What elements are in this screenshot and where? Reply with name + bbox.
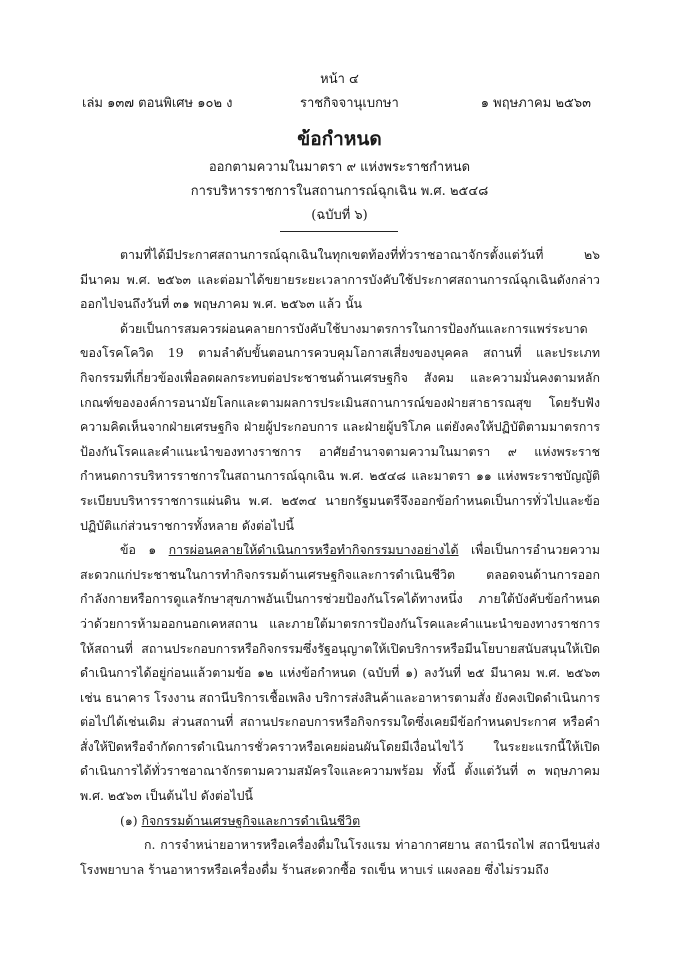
subsection-1-heading: กิจกรรมด้านเศรษฐกิจและการดำเนินชีวิต (141, 812, 361, 828)
title-divider (280, 231, 398, 232)
gazette-name: ราชกิจจานุเบกษา (300, 96, 399, 111)
clause-1-number: ข้อ ๑ (120, 542, 157, 558)
item-a: ก. การจำหน่ายอาหารหรือเครื่องดื่มในโรงแรม ท่าอากาศยาน สถานีรถไฟ สถานีขนส่ง โรงพยาบาล ร้านอาหารหรือเครื่องดื่ม ร้านสะดวกซื้อ รถเข็น หาบเร่ แผงลอย ซึ่งไม่รวมถึง (80, 837, 600, 877)
document-subtitle-1: ออกตามความในมาตรา ๙ แห่งพระราชกำหนด (208, 160, 471, 175)
gazette-date: ๑ พฤษภาคม ๒๕๖๓ (480, 96, 591, 111)
paragraph-2: ด้วยเป็นการสมควรผ่อนคลายการบังคับใช้บางมาตรการในการป้องกันและการแพร่ระบาดของโรคโควิด 19 ตามลำดับขั้นตอนการควบคุมโอกาสเสี่ยงของบุคคล สถานที่ และประเภทกิจกรรมที่เกี่ยวข้องเพื่อลดผลกระทบต่อประชาชนด้านเศรษฐกิจ สังคม และความมั่นคงตามหลักเกณฑ์ขององค์การอนามัยโลกและตามผลการประเมินสถานการณ์ของฝ่ายสาธารณสุข โดยรับฟังความคิดเห็นจากฝ่ายเศรษฐกิจ ฝ่ายผู้ประกอบการ และฝ่ายผู้บริโภค แต่ยังคงให้ปฏิบัติตามมาตรการป้องกันโรคและคำแนะนำของทางราชการ อาศัยอำนาจตามความในมาตรา ๙ แห่งพระราชกำหนดการบริหารราชการในสถานการณ์ฉุกเฉิน พ.ศ. ๒๕๔๘ และมาตรา ๑๑ แห่งพระราชบัญญัติระเบียบบริหารราชการแผ่นดิน พ.ศ. ๒๕๓๔ นายกรัฐมนตรีจึงออกข้อกำหนดเป็นการทั่วไปและข้อปฏิบัติแก่ส่วนราชการทั้งหลาย ดังต่อไปนี้ (80, 320, 600, 533)
paragraph-1: ตามที่ได้มีประกาศสถานการณ์ฉุกเฉินในทุกเขตท้องที่ทั่วราชอาณาจักรตั้งแต่วันที่ ๒๖ มีนาคม พ.ศ. ๒๕๖๓ และต่อมาได้ขยายระยะเวลาการบังคับใช้ประกาศสถานการณ์ฉุกเฉินดังกล่าวออกไปจนถึงวันที่ ๓๑ พฤษภาคม พ.ศ. ๒๕๖๓ แล้ว นั้น (80, 247, 600, 312)
page-number: หน้า ๔ (320, 72, 359, 87)
document-body (80, 243, 600, 882)
subsection-1-number: (๑) (120, 812, 138, 828)
gazette-volume: เล่ม ๑๓๗ ตอนพิเศษ ๑๐๒ ง (82, 96, 233, 111)
clause-1-text: เพื่อเป็นการอำนวยความสะดวกแก่ประชาชนในการทำกิจกรรมด้านเศรษฐกิจและการดำเนินชีวิต ตลอดจนด้านการออกกำลังกายหรือการดูแลรักษาสุขภาพอันเป็นการช่วยป้องกันโรคได้ทางหนึ่ง ภายใต้บังคับข้อกำหนดว่าด้วยการห้ามออกนอกเคหสถาน และภายใต้มาตรการป้องกันโรคและคำแนะนำของทางราชการให้สถานที่ สถานประกอบการหรือกิจกรรมซึ่งรัฐอนุญาตให้เปิดบริการหรือมีนโยบายสนับสนุนให้เปิดดำเนินการได้อยู่ก่อนแล้วตามข้อ ๑๒ แห่งข้อกำหนด (ฉบับที่ ๑) ลงวันที่ ๒๕ มีนาคม พ.ศ. ๒๕๖๓ เช่น ธนาคาร โรงงาน สถานีบริการเชื้อเพลิง บริการส่งสินค้าและอาหารตามสั่ง ยังคงเปิดดำเนินการต่อไปได้เช่นเดิม ส่วนสถานที่ สถานประกอบการหรือกิจกรรมใดซึ่งเคยมีข้อกำหนดประกาศ หรือคำสั่งให้ปิดหรือจำกัดการดำเนินการชั่วคราวหรือเคยผ่อนผันโดยมีเงื่อนไขไว้ ในระยะแรกนี้ให้เปิดดำเนินการได้ทั่วราชอาณาจักรตามความสมัครใจและความพร้อม ทั้งนี้ ตั้งแต่วันที่ ๓ พฤษภาคม พ.ศ. ๒๕๖๓ เป็นต้นไป ดังต่อไปนี้ (80, 542, 600, 804)
document-title: ข้อกำหนด (297, 128, 382, 150)
clause-1 (80, 538, 600, 809)
document-subtitle-2: การบริหารราชการในสถานการณ์ฉุกเฉิน พ.ศ. ๒๕๔๘ (190, 184, 489, 199)
document-subtitle-3: (ฉบับที่ ๖) (311, 208, 368, 223)
clause-1-heading: การผ่อนคลายให้ดำเนินการหรือทำกิจกรรมบางอย่างได้ (168, 542, 459, 558)
subsection-1 (80, 809, 600, 834)
